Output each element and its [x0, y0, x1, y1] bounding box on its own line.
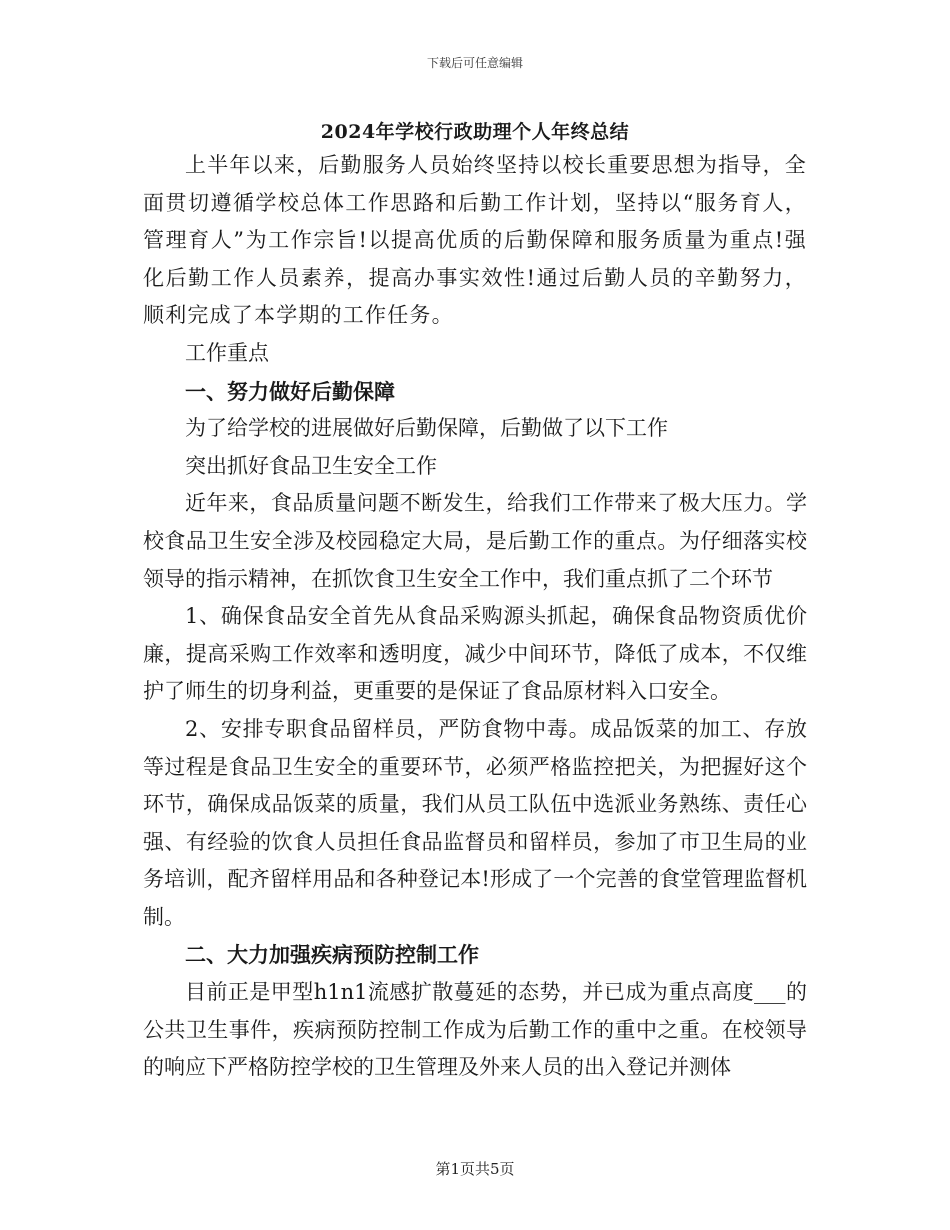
paragraph-disease-control: 目前正是甲型h1n1流感扩散蔓延的态势，并已成为重点高度___的公共卫生事件，疾病预防控制工作成为后勤工作的重中之重。在校领导的响应下严格防控学校的卫生管理及外来人员的出入登记并测体 — [143, 980, 807, 1080]
intro-paragraph: 上半年以来，后勤服务人员始终坚持以校长重要思想为指导，全面贯切遵循学校总体工作思路和后勤工作计划，坚持以“服务育人，管理育人”为工作宗旨!以提高优质的后勤保障和服务质量为重点!强化后勤工作人员素养，提高办事实效性!通过后勤人员的辛勤努力，顺利完成了本学期的工作任务。 — [143, 153, 807, 328]
paragraph-item-2: 2、安排专职食品留样员，严防食物中毒。成品饭菜的加工、存放等过程是食品卫生安全的重要环节，必须严格监控把关，为把握好这个环节，确保成品饭菜的质量，我们从员工队伍中选派业务熟练、责任心强、有经验的饮食人员担任食品监督员和留样员，参加了市卫生局的业务培训，配齐留样用品和各种登记本!形成了一个完善的食堂管理监督机制。 — [143, 716, 807, 929]
paragraph-logistics-intro: 为了给学校的进展做好后勤保障，后勤做了以下工作 — [185, 416, 668, 441]
paragraph-food-safety-label: 突出抓好食品卫生安全工作 — [185, 453, 437, 478]
paragraph-food-safety: 近年来，食品质量问题不断发生，给我们工作带来了极大压力。学校食品卫生安全涉及校园稳定大局，是后勤工作的重点。为仔细落实校领导的指示精神，在抓饮食卫生安全工作中，我们重点抓了二个环节 — [143, 491, 807, 591]
section-heading-logistics: 一、努力做好后勤保障 — [185, 378, 395, 404]
paragraph-item-1: 1、确保食品安全首先从食品采购源头抓起，确保食品物资质优价廉，提高采购工作效率和透明度，减少中间环节，降低了成本，不仅维护了师生的切身利益，更重要的是保证了食品原材料入口安全。 — [143, 604, 807, 704]
page-number: 第1页共5页 — [435, 1160, 515, 1178]
page-header-note: 下载后可任意编辑 — [426, 56, 523, 70]
section-heading-disease-control: 二、大力加强疾病预防控制工作 — [185, 942, 479, 968]
document-body — [143, 147, 807, 1087]
document-title: 2024年学校行政助理个人年终总结 — [320, 121, 630, 143]
section-label-work-focus: 工作重点 — [185, 340, 269, 365]
